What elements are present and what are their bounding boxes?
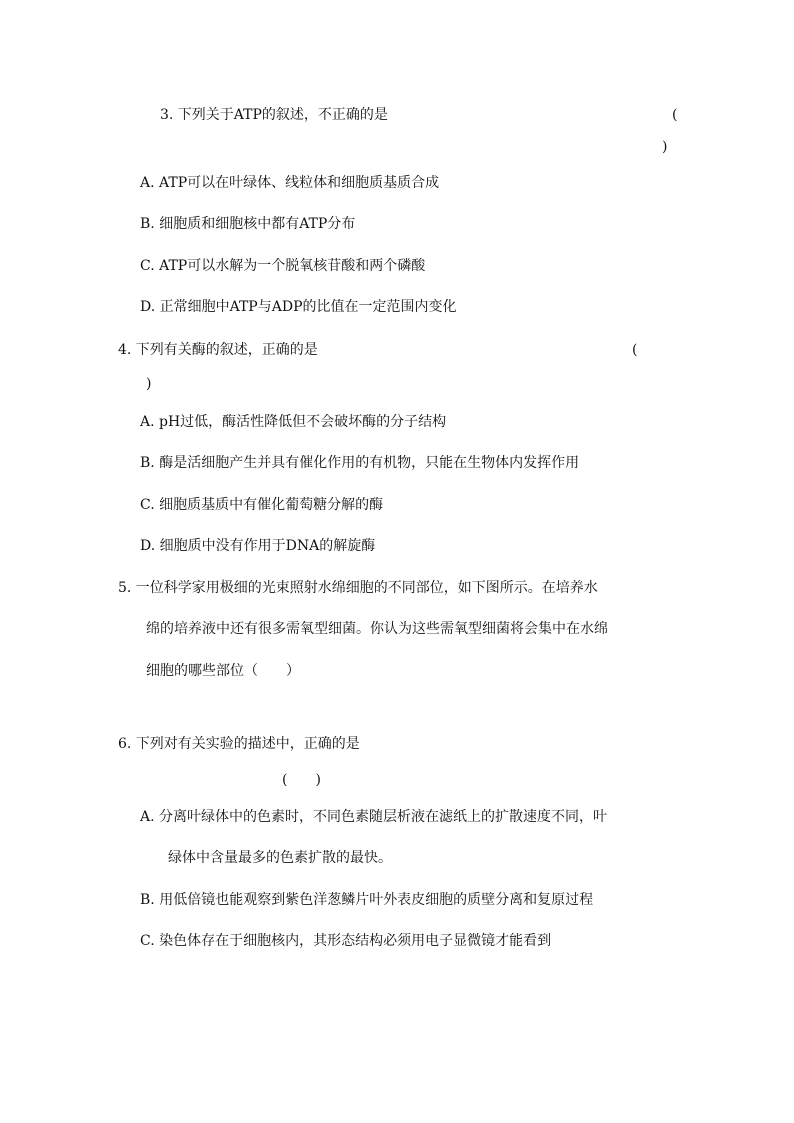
q4-option-a: A. pH过低，酶活性降低但不会破坏酶的分子结构 (140, 414, 447, 430)
q5-line-2: 绵的培养液中还有很多需氧型细菌。你认为这些需氧型细菌将会集中在水绵 (146, 621, 608, 637)
q3-paren-close: ) (662, 139, 668, 155)
q6-option-a-line-1: A. 分离叶绿体中的色素时，不同色素随层析液在滤纸上的扩散速度不同，叶 (140, 809, 608, 825)
q4-option-b: B. 酶是活细胞产生并具有催化作用的有机物，只能在生物体内发挥作用 (140, 455, 580, 471)
q3-option-b: B. 细胞质和细胞核中都有ATP分布 (140, 216, 356, 232)
q6-option-c: C. 染色体存在于细胞核内，其形态结构必须用电子显微镜才能看到 (140, 933, 552, 949)
q3-option-a: A. ATP可以在叶绿体、线粒体和细胞质基质合成 (140, 175, 440, 191)
q6-stem: 6. 下列对有关实验的描述中，正确的是 (118, 736, 360, 752)
q4-option-d: D. 细胞质中没有作用于DNA的解旋酶 (140, 538, 376, 554)
q4-option-c: C. 细胞质基质中有催化葡萄糖分解的酶 (140, 497, 384, 513)
q4-paren-close: ) (146, 376, 152, 392)
q5-line-3: 细胞的哪些部位（ ） (146, 663, 300, 679)
q4-stem: 4. 下列有关酶的叙述，正确的是 (118, 342, 318, 358)
q6-paren: ( ) (282, 772, 321, 788)
q5-line-1: 5. 一位科学家用极细的光束照射水绵细胞的不同部位，如下图所示。在培养水 (118, 580, 598, 596)
q4-paren-open: ( (632, 342, 638, 358)
q3-option-d: D. 正常细胞中ATP与ADP的比值在一定范围内变化 (140, 299, 457, 315)
q6-option-b: B. 用低倍镜也能观察到紫色洋葱鳞片叶外表皮细胞的质壁分离和复原过程 (140, 892, 594, 908)
q6-option-a-line-2: 绿体中含量最多的色素扩散的最快。 (168, 850, 392, 866)
q3-paren-open: ( (672, 107, 678, 123)
q3-stem: 3. 下列关于ATP的叙述，不正确的是 (160, 107, 388, 123)
q3-option-c: C. ATP可以水解为一个脱氧核苷酸和两个磷酸 (140, 258, 426, 274)
